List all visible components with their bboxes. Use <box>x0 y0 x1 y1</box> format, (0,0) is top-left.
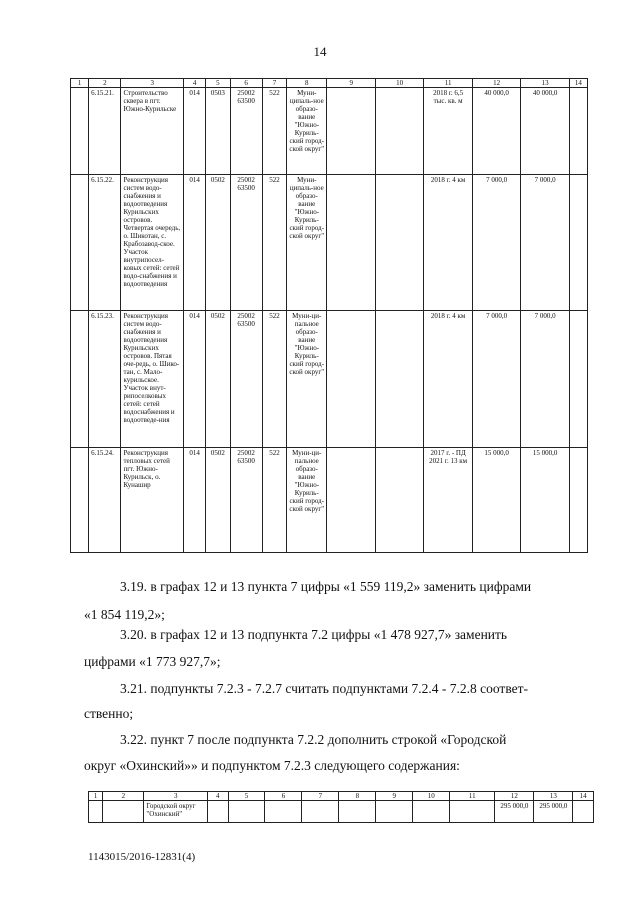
cell-type: 522 <box>262 88 286 175</box>
column-header: 10 <box>375 79 423 88</box>
paragraph-3-21-line2: ственно; <box>84 706 134 721</box>
cell-col4 <box>208 801 229 823</box>
item-name: Городской округ "Охинский" <box>144 801 208 823</box>
column-header: 5 <box>228 792 265 801</box>
cell-col1 <box>89 801 103 823</box>
cell-term-capacity: 2017 г. - ПД 2021 г. 13 км <box>424 448 472 553</box>
column-header: 9 <box>327 79 375 88</box>
item-number: 6.15.22. <box>89 175 121 311</box>
cell-term-capacity: 2018 г. 4 км <box>424 175 472 311</box>
table-row <box>71 175 588 311</box>
cell-col11 <box>450 801 495 823</box>
table-row <box>71 311 588 448</box>
cell-target: 25002 63500 <box>230 311 262 448</box>
page-number: 14 <box>313 44 327 59</box>
cell-empty <box>71 175 89 311</box>
column-header: 10 <box>413 792 450 801</box>
cell-col9 <box>327 175 375 311</box>
cell-col12: 295 000,0 <box>495 801 534 823</box>
cell-code: 014 <box>184 88 206 175</box>
column-header: 7 <box>302 792 339 801</box>
item-name: Реконструкция систем водо-снабжения и водоотведения Курильских островов. Пятая оче-редь, о. Шико-тан, с. Мало-курильское. Участок внут-рипоселковых сетей: сетей водоснабжения и водоотведе-ния <box>121 311 184 448</box>
cell-target: 25002 63500 <box>230 448 262 553</box>
cell-type: 522 <box>262 311 286 448</box>
cell-col5 <box>228 801 265 823</box>
cell-empty <box>71 448 89 553</box>
cell-col14 <box>569 88 587 175</box>
cell-section: 0502 <box>206 311 230 448</box>
cell-section: 0502 <box>206 175 230 311</box>
cell-empty <box>71 88 89 175</box>
cell-col10 <box>375 448 423 553</box>
cell-code: 014 <box>184 448 206 553</box>
cell-col7 <box>302 801 339 823</box>
cell-section: 0502 <box>206 448 230 553</box>
cell-col9 <box>327 448 375 553</box>
paragraph-3-19-line1: 3.19. в графах 12 и 13 пункта 7 цифры «1 559 119,2» заменить цифрами <box>120 579 532 594</box>
column-header: 2 <box>103 792 144 801</box>
column-header: 12 <box>472 79 520 88</box>
cell-target: 25002 63500 <box>230 88 262 175</box>
cell-col12: 40 000,0 <box>472 88 520 175</box>
column-header: 4 <box>184 79 206 88</box>
cell-recipient: Муни-ци-пальное образо-вание "Южно-Куриль-ский город-ской округ" <box>287 448 327 553</box>
column-header: 13 <box>521 79 569 88</box>
cell-col10 <box>375 88 423 175</box>
table-row <box>71 88 588 175</box>
cell-col9 <box>327 88 375 175</box>
cell-section: 0503 <box>206 88 230 175</box>
cell-col14 <box>569 311 587 448</box>
column-header: 12 <box>495 792 534 801</box>
paragraph-3-21-line1: 3.21. подпункты 7.2.3 - 7.2.7 считать подпунктами 7.2.4 - 7.2.8 соответ- <box>120 681 528 696</box>
cell-col12: 15 000,0 <box>472 448 520 553</box>
paragraph-3-20-line2: цифрами «1 773 927,7»; <box>84 654 221 669</box>
cell-type: 522 <box>262 175 286 311</box>
cell-recipient: Муни-ципаль-ное образо-вание "Южно-Куриль-ский город-ской округ" <box>287 175 327 311</box>
column-header: 13 <box>534 792 573 801</box>
column-header: 14 <box>573 792 594 801</box>
column-header: 14 <box>569 79 587 88</box>
column-header: 3 <box>144 792 208 801</box>
column-header: 9 <box>376 792 413 801</box>
paragraph-3-20-line1: 3.20. в графах 12 и 13 подпункта 7.2 цифры «1 478 927,7» заменить <box>120 627 508 642</box>
cell-col10 <box>375 311 423 448</box>
paragraph-3-22-line2: округ «Охинский»» и подпунктом 7.2.3 следующего содержания: <box>84 758 460 773</box>
cell-code: 014 <box>184 175 206 311</box>
column-header: 11 <box>450 792 495 801</box>
cell-col10 <box>413 801 450 823</box>
item-name: Реконструкция тепловых сетей пгт. Южно-Курильск, о. Кунашир <box>121 448 184 553</box>
table-row <box>89 801 594 823</box>
column-header: 5 <box>206 79 230 88</box>
column-header: 1 <box>71 79 89 88</box>
cell-col14 <box>569 175 587 311</box>
column-header: 6 <box>230 79 262 88</box>
cell-col14 <box>569 448 587 553</box>
column-header: 8 <box>287 79 327 88</box>
cell-col13: 40 000,0 <box>521 88 569 175</box>
paragraph-3-22-line1: 3.22. пункт 7 после подпункта 7.2.2 дополнить строкой «Городской <box>120 732 507 747</box>
column-header: 1 <box>89 792 103 801</box>
cell-col13: 15 000,0 <box>521 448 569 553</box>
item-number: 6.15.21. <box>89 88 121 175</box>
cell-col13: 7 000,0 <box>521 175 569 311</box>
item-number: 6.15.23. <box>89 311 121 448</box>
column-header: 7 <box>262 79 286 88</box>
cell-empty <box>71 311 89 448</box>
column-header: 2 <box>89 79 121 88</box>
cell-col12: 7 000,0 <box>472 311 520 448</box>
cell-code: 014 <box>184 311 206 448</box>
cell-col6 <box>265 801 302 823</box>
cell-recipient: Муни-ци-пальное образо-вание "Южно-Куриль-ский город-ской округ" <box>287 311 327 448</box>
item-name: Реконструкция систем водо-снабжения и водоотведения Курильских островов. Четвертая очередь, о. Шикотан, с. Крабозавод-ское. Участок внутрипосел-ковых сетей: сетей водо-снабжения и водоотведения <box>121 175 184 311</box>
column-header: 3 <box>121 79 184 88</box>
table-row <box>71 448 588 553</box>
cell-col14 <box>573 801 594 823</box>
insert-table <box>88 791 594 823</box>
table-header-row <box>71 79 588 88</box>
cell-col8 <box>339 801 376 823</box>
cell-col12: 7 000,0 <box>472 175 520 311</box>
cell-type: 522 <box>262 448 286 553</box>
cell-term-capacity: 2018 г. 4 км <box>424 311 472 448</box>
document-id-footer: 1143015/2016-12831(4) <box>88 851 196 863</box>
cell-col2 <box>103 801 144 823</box>
item-number: 6.15.24. <box>89 448 121 553</box>
column-header: 4 <box>208 792 229 801</box>
cell-target: 25002 63500 <box>230 175 262 311</box>
column-header: 6 <box>265 792 302 801</box>
cell-col10 <box>375 175 423 311</box>
program-table <box>70 78 588 553</box>
cell-col9 <box>327 311 375 448</box>
column-header: 8 <box>339 792 376 801</box>
item-name: Строительство сквера в пгт. Южно-Курильске <box>121 88 184 175</box>
table-header-row <box>89 792 594 801</box>
cell-col9 <box>376 801 413 823</box>
cell-recipient: Муни-ципаль-ное образо-вание "Южно-Куриль-ский город-ской округ" <box>287 88 327 175</box>
column-header: 11 <box>424 79 472 88</box>
cell-col13: 295 000,0 <box>534 801 573 823</box>
cell-col13: 7 000,0 <box>521 311 569 448</box>
cell-term-capacity: 2018 г. 6,5 тыс. кв. м <box>424 88 472 175</box>
paragraph-3-19-line2: «1 854 119,2»; <box>84 607 165 622</box>
